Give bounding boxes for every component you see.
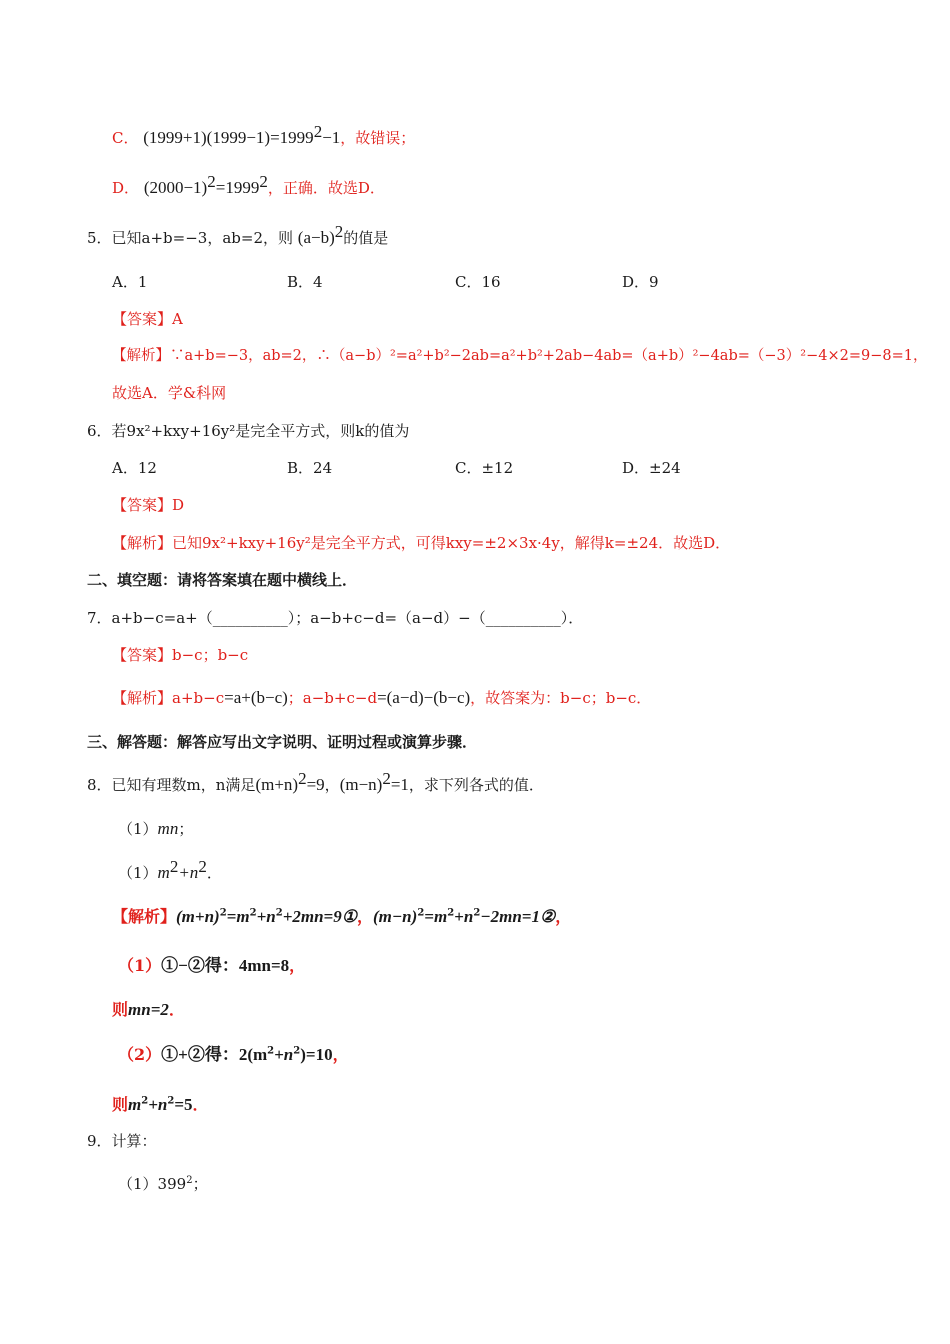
section-fill-in-heading: 二、填空题：请将答案填在题中横线上．: [87, 571, 358, 589]
q9-stem: 9．计算：: [87, 1132, 157, 1150]
q4-option-c: C． $(1999+1)(1999-1)=1999^2-1$，故错误；: [112, 122, 416, 147]
q5-answer: 【答案】A: [112, 310, 183, 328]
q4-option-d: D． $(2000-1)^2=1999^2$，正确．故选D．: [112, 172, 385, 197]
q8-solution-line1: 【解析】$(m+n)^2=m^2+n^2+2mn=9①$，$(m-n)^2=m^2+n^2-2mn=1②$，: [112, 907, 572, 926]
q8-solution-step2: （2）①+②得：$2(m^2+n^2)=10$，: [118, 1045, 349, 1064]
section-solve-heading: 三、解答题：解答应写出文字说明、证明过程或演算步骤．: [87, 733, 478, 751]
q5-option-a: A．1: [112, 273, 148, 291]
q7-answer: 【答案】b−c；b−c: [112, 646, 249, 664]
q8-stem: 8．已知有理数m，n满足$(m+n)^2=9$，$(m-n)^2=1$，求下列各式的值．: [87, 769, 544, 794]
q5-analysis-line2: 故选A．学&科网: [112, 384, 227, 402]
q5-option-d: D．9: [622, 273, 659, 291]
q8-solution-step1-result: 则mn=2．: [112, 1000, 185, 1019]
q6-option-d: D．±24: [622, 459, 681, 477]
q5-option-b: B．4: [287, 273, 323, 291]
q6-option-b: B．24: [287, 459, 333, 477]
q7-analysis: 【解析】a+b−c=a+(b−c)；a−b+c−d=(a−d)−(b−c)，故答案为：b−c；b−c．: [112, 688, 652, 707]
q7-stem: 7．a+b−c=a+（__________）；a−b+c−d=（a−d）−（__________）．: [87, 609, 584, 627]
q5-analysis-line1: 【解析】∵a+b=−3，ab=2，∴（a−b）²=a²+b²−2ab=a²+b²+2ab−4ab=（a+b）²−4ab=（−3）²−4×2=9−8=1，: [112, 348, 928, 364]
q6-answer: 【答案】D: [112, 496, 185, 514]
q8-solution-step1: （1）①−②得：4mn=8，: [118, 956, 306, 975]
q8-part1: （1）mn；: [118, 819, 194, 838]
q8-part2: $(1)m^2+n^2$．: [118, 857, 222, 882]
q6-option-a: A．12: [112, 459, 157, 477]
q5-stem: 5．已知a+b=−3，ab=2，则 $(a-b)^2$的值是: [87, 222, 389, 247]
q6-analysis: 【解析】已知9x²+kxy+16y²是完全平方式，可得kxy=±2×3x·4y，解得k=±24．故选D．: [112, 534, 731, 552]
q6-option-c: C．±12: [455, 459, 514, 477]
q9-part1: $(1)399^2$；: [118, 1175, 208, 1193]
q8-solution-step2-result: 则$m^2+n^2=5$．: [112, 1095, 209, 1114]
q6-stem: 6．若9x²+kxy+16y²是完全平方式，则k的值为: [87, 422, 410, 440]
q5-option-c: C．16: [455, 273, 501, 291]
